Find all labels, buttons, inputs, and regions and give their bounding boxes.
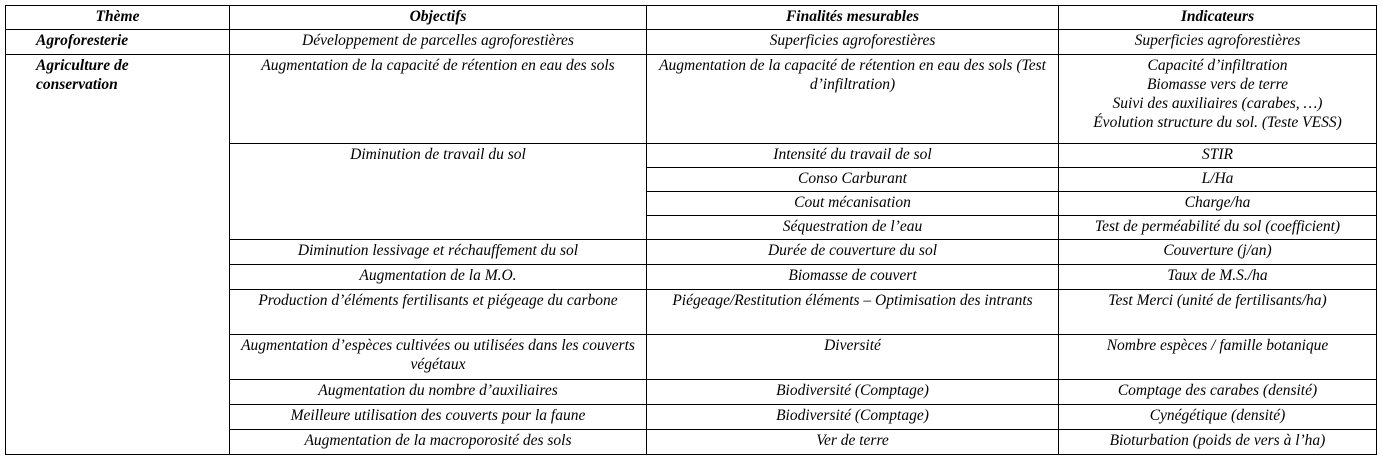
indicateur-cell: Test Merci (unité de fertilisants/ha) [1059,290,1377,335]
indicateur-cell: L/Ha [1059,168,1377,192]
objectif-cell: Augmentation de la macroporosité des sols [230,430,647,455]
objectif-cell: Production d’éléments fertilisants et piégeage du carbone [230,290,647,335]
finalite-cell: Piégeage/Restitution éléments – Optimisation des intrants [647,290,1059,335]
indicateur-cell: Taux de M.S./ha [1059,265,1377,290]
finalite-cell: Conso Carburant [647,168,1059,192]
indicateur-line: Biomasse vers de terre [1146,76,1289,93]
indicateur-line: Suivi des auxiliaires (carabes, …) [1112,95,1323,112]
finalite-cell: Biodiversité (Comptage) [647,380,1059,405]
indicateur-cell: Bioturbation (poids de vers à l’ha) [1059,430,1377,455]
theme-conservation-line2: conservation [36,76,118,93]
finalite-cell: Durée de couverture du sol [647,240,1059,265]
indicateur-cell [1059,55,1377,144]
indicateur-cell: Test de perméabilité du sol (coefficient) [1059,216,1377,240]
indicateur-cell: Superficies agroforestières [1059,30,1377,55]
objectif-cell: Augmentation du nombre d’auxiliaires [230,380,647,405]
objectif-cell: Diminution lessivage et réchauffement du sol [230,240,647,265]
theme-agroforesterie: Agroforesterie [6,30,230,55]
indicateur-line: Évolution structure du sol. (Teste VESS) [1093,114,1342,131]
objectif-cell: Meilleure utilisation des couverts pour la faune [230,405,647,430]
finalite-cell: Biodiversité (Comptage) [647,405,1059,430]
objectif-cell: Développement de parcelles agroforestières [230,30,647,55]
header-objectifs: Objectifs [230,6,647,30]
table-row [6,55,1377,144]
objectif-cell: Diminution de travail du sol [230,144,647,240]
objectif-cell: Augmentation d’espèces cultivées ou utilisées dans les couverts végétaux [230,335,647,380]
finalite-cell: Intensité du travail de sol [647,144,1059,168]
finalite-cell: Ver de terre [647,430,1059,455]
table-row [6,30,1377,55]
theme-conservation-line1: Agriculture de [36,57,129,74]
finalite-cell: Biomasse de couvert [647,265,1059,290]
indicateur-line: Capacité d’infiltration [1147,57,1288,74]
theme-conservation [6,55,230,455]
indicateur-cell: Couverture (j/an) [1059,240,1377,265]
objectif-cell: Augmentation de la capacité de rétention en eau des sols [230,55,647,144]
header-theme: Thème [6,6,230,30]
indicateur-cell: STIR [1059,144,1377,168]
indicators-table [5,5,1377,455]
indicateur-cell: Comptage des carabes (densité) [1059,380,1377,405]
header-finalites: Finalités mesurables [647,6,1059,30]
indicateur-cell: Cynégétique (densité) [1059,405,1377,430]
objectif-cell: Augmentation de la M.O. [230,265,647,290]
indicateur-cell: Charge/ha [1059,192,1377,216]
header-row [6,6,1377,30]
indicateur-cell: Nombre espèces / famille botanique [1059,335,1377,380]
finalite-cell: Séquestration de l’eau [647,216,1059,240]
finalite-cell: Superficies agroforestières [647,30,1059,55]
finalite-cell: Cout mécanisation [647,192,1059,216]
finalite-cell: Diversité [647,335,1059,380]
finalite-cell: Augmentation de la capacité de rétention en eau des sols (Test d’infiltration) [647,55,1059,144]
header-indicateurs: Indicateurs [1059,6,1377,30]
